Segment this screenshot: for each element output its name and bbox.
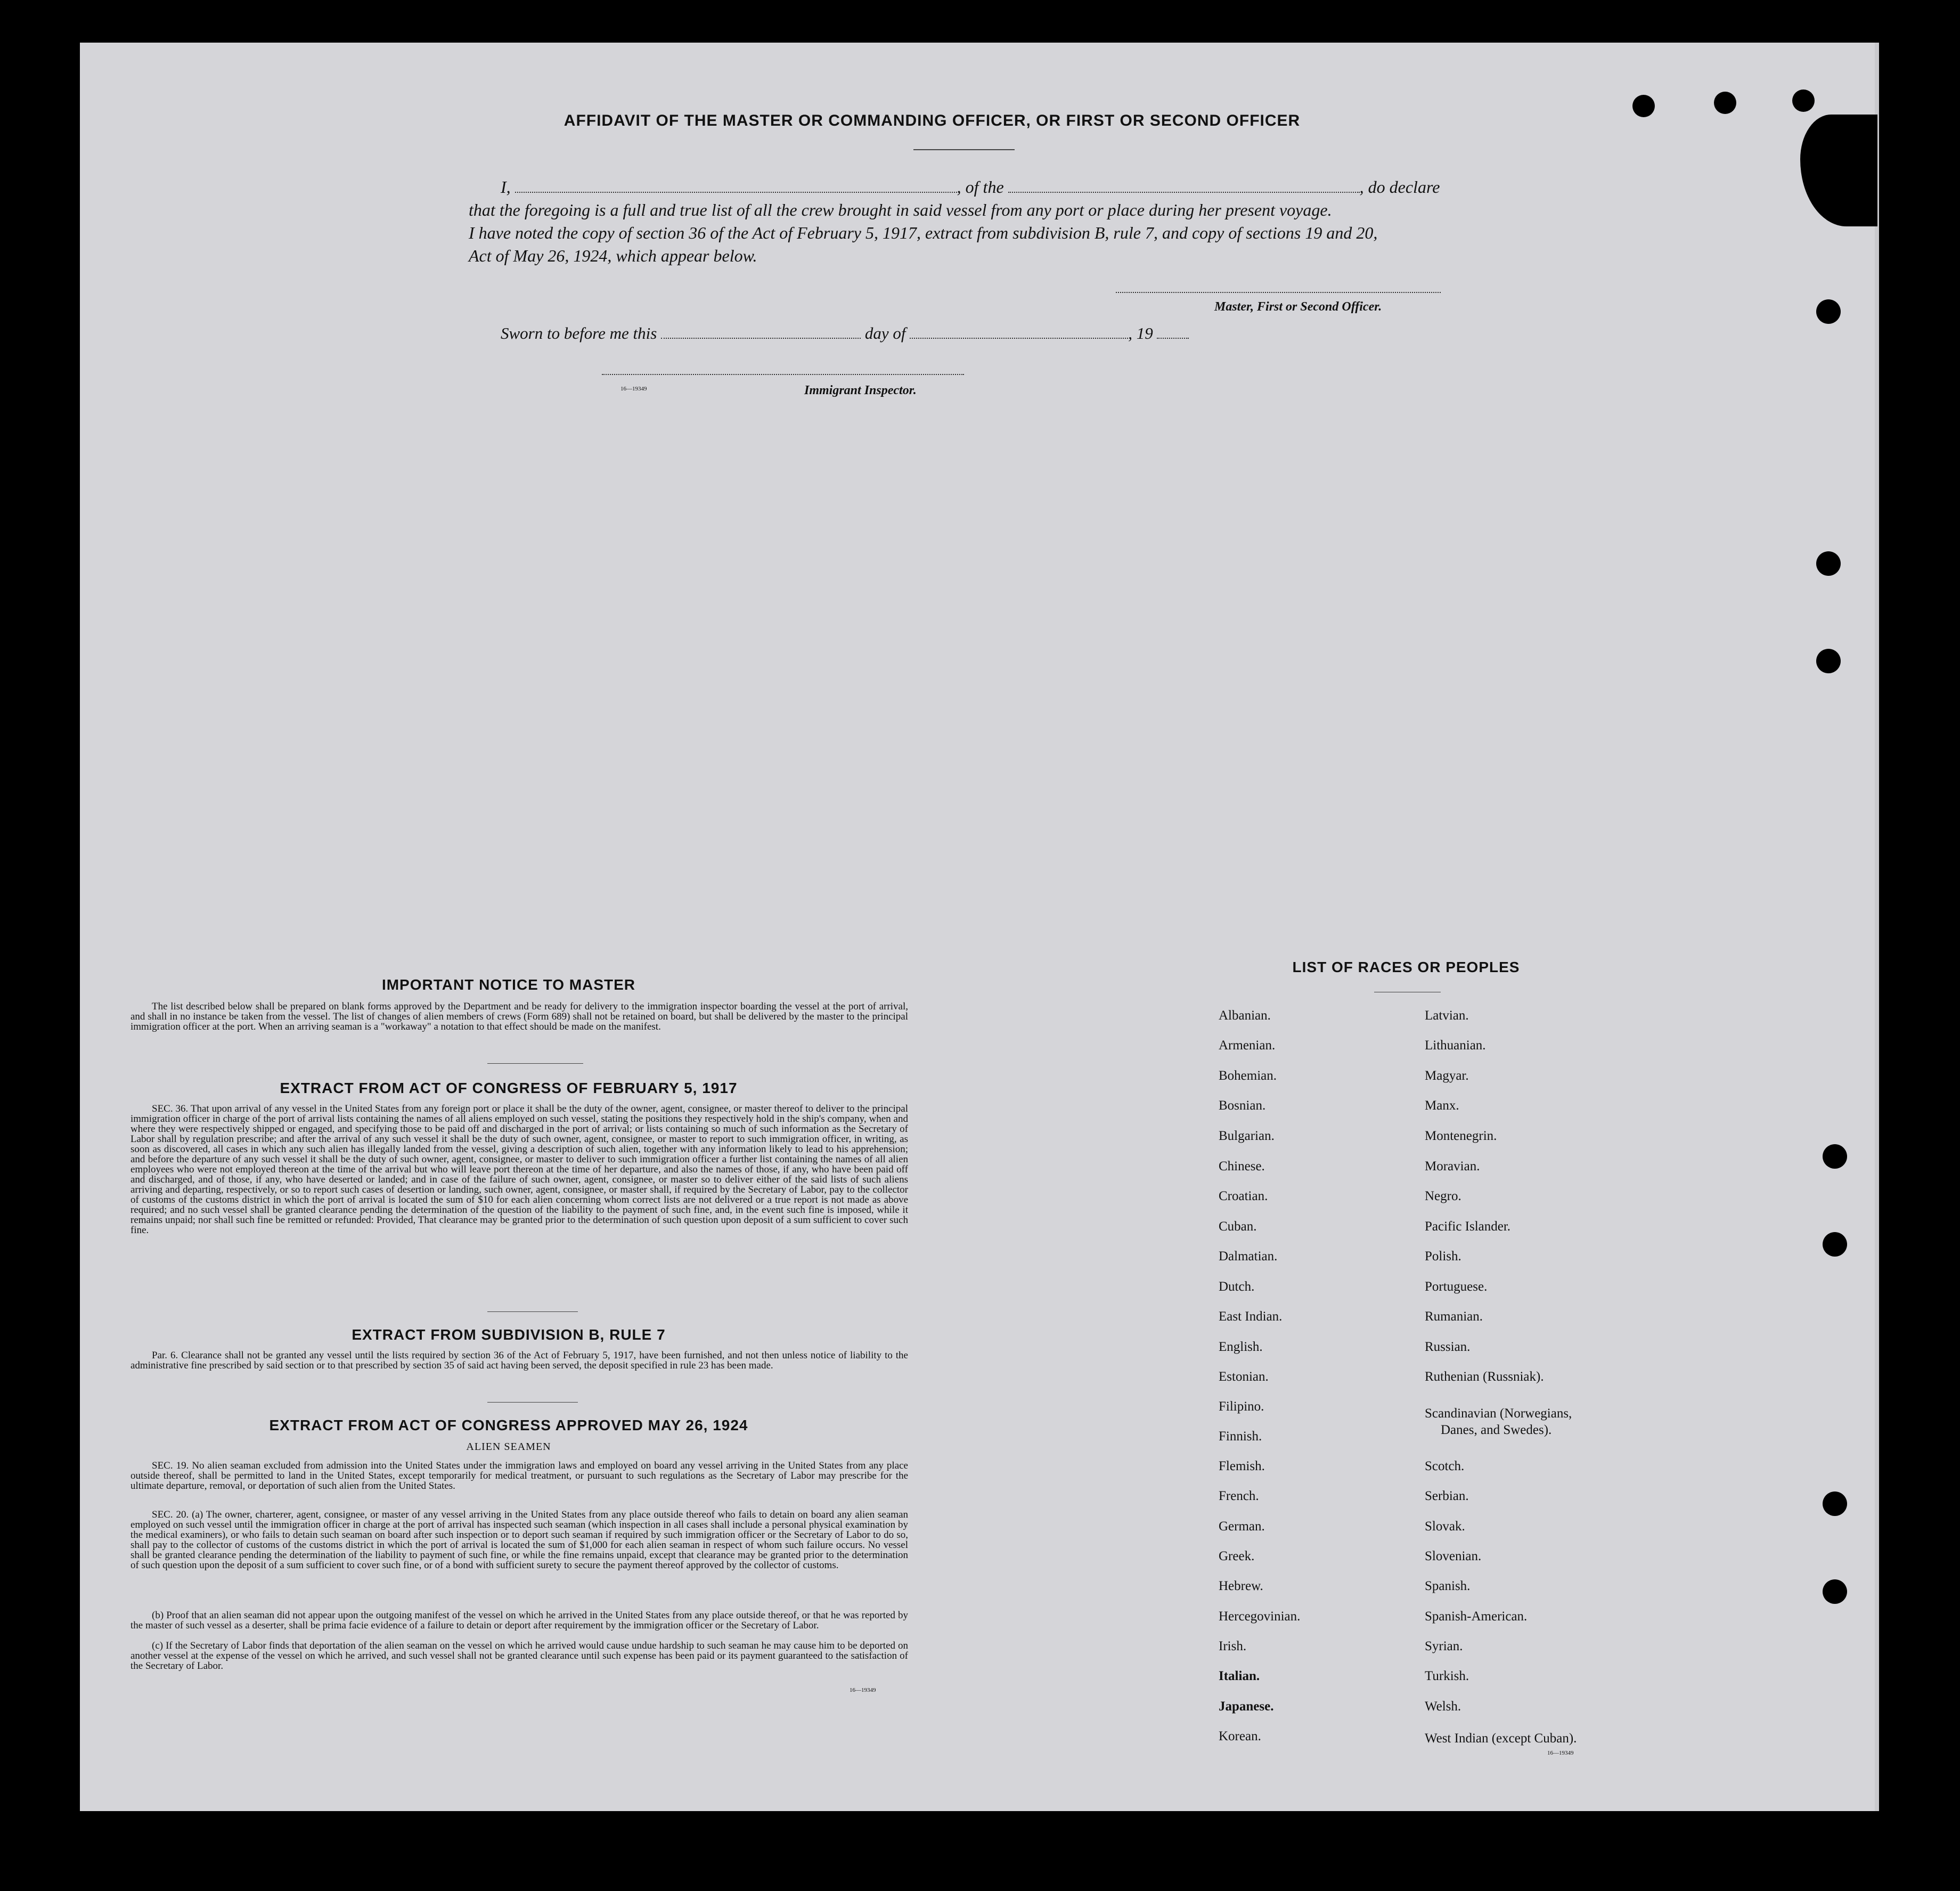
- notice-title: IMPORTANT NOTICE TO MASTER: [381, 976, 636, 993]
- race-item: Greek.: [1219, 1549, 1255, 1563]
- race-item: Polish.: [1425, 1249, 1461, 1264]
- extract-1924-title: EXTRACT FROM ACT OF CONGRESS APPROVED MAY 26, 1924: [269, 1417, 748, 1433]
- affidavit-title: AFFIDAVIT OF THE MASTER OR COMMANDING OFFICER, OR FIRST OR SECOND OFFICER: [564, 112, 1301, 129]
- race-item: Croatian.: [1219, 1189, 1268, 1203]
- race-item: Scotch.: [1425, 1459, 1465, 1473]
- race-item: Manx.: [1425, 1098, 1459, 1113]
- race-item: Filipino.: [1219, 1399, 1264, 1414]
- race-item: Irish.: [1219, 1639, 1247, 1653]
- race-item: Bosnian.: [1219, 1098, 1266, 1113]
- punch-hole: [1816, 551, 1841, 576]
- race-item: Turkish.: [1425, 1669, 1469, 1683]
- race-item: Dalmatian.: [1219, 1249, 1278, 1264]
- race-item: Slovak.: [1425, 1519, 1465, 1534]
- divider: [487, 1311, 578, 1312]
- master-signature-label: Master, First or Second Officer.: [1214, 300, 1382, 314]
- notice-text: The list described below shall be prepared on blank forms approved by the Department and be ready for delivery to the immigration inspector boarding the vessel at the port of arrival, and shall in no instance be taken from the vessel. The list of changes of alien members of crews (Form 689) shall not be retained on board, but shall be delivered by the master to the principal immigration officer at the port. When an arriving seaman is a "workaway" a notation to that effect should be made on the manifest.: [130, 1001, 908, 1032]
- race-item: Bohemian.: [1219, 1069, 1277, 1083]
- vessel-field[interactable]: [1008, 192, 1360, 193]
- extract-1917-title: EXTRACT FROM ACT OF CONGRESS OF FEBRUARY 5, 1917: [280, 1080, 738, 1096]
- page-edge: [1875, 43, 1879, 1811]
- race-item: German.: [1219, 1519, 1265, 1534]
- races-title: LIST OF RACES OR PEOPLES: [1292, 959, 1520, 975]
- punch-hole: [1823, 1232, 1847, 1257]
- extract-1924-sec20a: SEC. 20. (a) The owner, charterer, agent, consignee, or master of any vessel arriving in the United States from any place outside thereof who fails to detain on board any alien seaman employed on such vessel until the immigration officer in charge at the port of arrival has inspected such seaman (which inspection in all cases shall include a personal physical examination by the medical examiners), or who fails to detain such seaman on board after such inspection or to deport such seaman if required by such immigration officer or the Secretary of Labor to do so, shall pay to the collector of customs of the customs district in which the port of arrival is located the sum of $1,000 for each alien seaman in respect of whom such failure occurs. No vessel shall be granted clearance pending the determination of the liability to payment of such fine, or while the fine remains unpaid, except that clearance may be granted prior to the determination of such question upon the deposit of a sum sufficient to cover such fine, or of a bond with sufficient surety to secure the payment thereof approved by the collector of customs.: [130, 1509, 908, 1571]
- extract-1924-sec20b: (b) Proof that an alien seaman did not appear upon the outgoing manifest of the vessel on which he arrived in the United States from any place outside thereof, or that he was reported by the master of such vessel as a deserter, shall be prima facie evidence of a failure to detain or deport after requirement by the immigration officer or the Secretary of Labor.: [130, 1610, 908, 1631]
- race-item: Bulgarian.: [1219, 1129, 1275, 1143]
- punch-hole: [1823, 1144, 1847, 1169]
- race-item: Slovenian.: [1425, 1549, 1482, 1563]
- sworn-year-field[interactable]: [1157, 338, 1189, 339]
- race-item: Syrian.: [1425, 1639, 1463, 1653]
- sworn-month-field[interactable]: [910, 338, 1128, 339]
- race-item: Estonian.: [1219, 1370, 1269, 1384]
- alien-seamen-subtitle: ALIEN SEAMEN: [466, 1441, 551, 1453]
- race-item: Dutch.: [1219, 1279, 1255, 1294]
- punch-hole: [1632, 95, 1655, 117]
- race-item: Serbian.: [1425, 1489, 1469, 1503]
- sworn-year-prefix: , 19: [1128, 324, 1153, 343]
- affidavit-declare: , do declare: [1359, 177, 1440, 197]
- punch-hole: [1823, 1491, 1847, 1516]
- sworn-line: [501, 324, 1189, 343]
- sworn-label: Sworn to before me this: [501, 324, 657, 343]
- race-item: Albanian.: [1219, 1008, 1271, 1023]
- race-item: Hercegovinian.: [1219, 1609, 1301, 1624]
- inspector-signature-line[interactable]: [602, 374, 964, 375]
- master-signature-line[interactable]: [1116, 292, 1441, 293]
- extract-1924-sec19: SEC. 19. No alien seaman excluded from admission into the United States under the immigration laws and employed on board any vessel arriving in the United States from any place outside thereof, shall be permitted to land in the United States, except temporarily for medical treatment, or pursuant to such regulations as the Secretary of Labor may prescribe for the ultimate departure, removal, or deportation of such alien from the United States.: [130, 1460, 908, 1491]
- race-item: Italian.: [1219, 1669, 1260, 1683]
- inspector-label: Immigrant Inspector.: [804, 384, 917, 397]
- divider: [487, 1402, 578, 1403]
- race-item: Magyar.: [1425, 1069, 1469, 1083]
- rule7-title: EXTRACT FROM SUBDIVISION B, RULE 7: [352, 1326, 666, 1343]
- form-number: 16—19349: [850, 1687, 876, 1693]
- divider: [487, 1063, 583, 1064]
- race-item: Danes, and Swedes).: [1441, 1423, 1552, 1437]
- punch-hole: [1792, 89, 1815, 112]
- race-item: Portuguese.: [1425, 1279, 1488, 1294]
- name-field[interactable]: [515, 192, 957, 193]
- form-number: 16—19349: [1547, 1750, 1574, 1756]
- race-item: Pacific Islander.: [1425, 1219, 1511, 1234]
- race-item: Lithuanian.: [1425, 1038, 1486, 1053]
- affidavit-line-2: that the foregoing is a full and true list of all the crew brought in said vessel from any port or place during her present voyage.: [469, 200, 1332, 219]
- race-item: Scandinavian (Norwegians,: [1425, 1406, 1572, 1421]
- race-item: Spanish.: [1425, 1579, 1471, 1593]
- race-item: West Indian (except Cuban).: [1425, 1731, 1577, 1746]
- race-item: Rumanian.: [1425, 1309, 1483, 1324]
- affidavit-i: I,: [501, 177, 511, 197]
- rule7-text: Par. 6. Clearance shall not be granted any vessel until the lists required by section 36 of the Act of February 5, 1917, have been furnished, and not then unless notice of liability to the administrative fine prescribed by said section or to that prescribed by section 35 of said act having been served, the deposit specified in rule 23 has been made.: [130, 1350, 908, 1371]
- race-item: Finnish.: [1219, 1429, 1262, 1444]
- race-item: Negro.: [1425, 1189, 1461, 1203]
- race-item: Armenian.: [1219, 1038, 1276, 1053]
- extract-1917-text: SEC. 36. That upon arrival of any vessel in the United States from any foreign port or place it shall be the duty of the owner, agent, consignee, or master thereof to deliver to the principal immigration officer in charge of the port of arrival lists containing the names of all aliens employed on such vessel, stating the positions they respectively hold in the ship's company, when and where they were respectively shipped or engaged, and specifying those to be paid off and discharged in the port of arrival; or lists containing so much of such information as the Secretary of Labor shall by regulation prescribe; and after the arrival of any such vessel it shall be the duty of such owner, agent, consignee, or master to report to such immigration officer, in writing, as soon as discovered, all cases in which any such alien has illegally landed from the vessel, giving a description of such alien, together with any information likely to lead to his apprehension; and before the departure of any such vessel it shall be the duty of such owner, agent, consignee, or master to deliver to such immigration officer a further list containing the names of all alien employees who were not employed thereon at the time of the arrival but who will leave port thereon at the time of her departure, and also the names of those, if any, who have been paid off and discharged, and of those, if any, who have deserted or landed; and in case of the failure of such owner, agent, consignee, or master so to deliver either of the said lists of such aliens arriving and departing, respectively, or so to report such cases of desertion or landing, such owner, agent, consignee, or master shall, if required by the Secretary of Labor, pay to the collector of customs of the customs district in which the port of arrival is located the sum of $10 for each alien concerning whom correct lists are not delivered or a true report is not made as above required; and no such vessel shall be granted clearance pending the determination of the question of the liability to the payment of such fine, and, in the event such fine is imposed, while it remains unpaid; nor shall such fine be remitted or refunded: Provided, That clearance may be granted prior to the determination of such question upon deposit of a sum sufficient to cover such fine.: [130, 1103, 908, 1236]
- race-item: East Indian.: [1219, 1309, 1283, 1324]
- race-item: French.: [1219, 1489, 1259, 1503]
- divider: [913, 149, 1015, 150]
- race-item: English.: [1219, 1340, 1263, 1354]
- race-item: Korean.: [1219, 1729, 1261, 1743]
- punch-hole: [1714, 92, 1736, 114]
- sworn-day-of: day of: [864, 324, 906, 343]
- extract-1924-sec20c: (c) If the Secretary of Labor finds that deportation of the alien seaman on the vessel on which he arrived would cause undue hardship to such seaman he may cause him to be deported on another vessel at the expense of the vessel on which he arrived, and such vessel shall not be granted clearance until such expense has been paid or its payment guaranteed to the satisfaction of the Secretary of Labor.: [130, 1640, 908, 1672]
- race-item: Japanese.: [1219, 1699, 1274, 1714]
- sworn-day-field[interactable]: [661, 338, 861, 339]
- punch-hole: [1816, 649, 1841, 673]
- race-item: Cuban.: [1219, 1219, 1257, 1234]
- form-number: 16—19349: [620, 386, 647, 392]
- race-item: Russian.: [1425, 1340, 1471, 1354]
- race-item: Spanish-American.: [1425, 1609, 1528, 1624]
- affidavit-of-the: , of the: [957, 177, 1004, 197]
- race-item: Ruthenian (Russniak).: [1425, 1370, 1544, 1384]
- race-item: Welsh.: [1425, 1699, 1461, 1714]
- race-item: Montenegrin.: [1425, 1129, 1497, 1143]
- affidavit-body: [469, 176, 1459, 267]
- affidavit-line-3: I have noted the copy of section 36 of the Act of February 5, 1917, extract from subdivision B, rule 7, and copy of sections 19 and 20,: [469, 223, 1378, 242]
- punch-hole: [1816, 299, 1841, 324]
- affidavit-line-4: Act of May 26, 1924, which appear below.: [469, 246, 757, 265]
- race-item: Hebrew.: [1219, 1579, 1263, 1593]
- race-item: Chinese.: [1219, 1159, 1265, 1173]
- punch-hole: [1823, 1579, 1847, 1604]
- race-item: Latvian.: [1425, 1008, 1469, 1023]
- race-item: Flemish.: [1219, 1459, 1265, 1473]
- race-item: Moravian.: [1425, 1159, 1480, 1173]
